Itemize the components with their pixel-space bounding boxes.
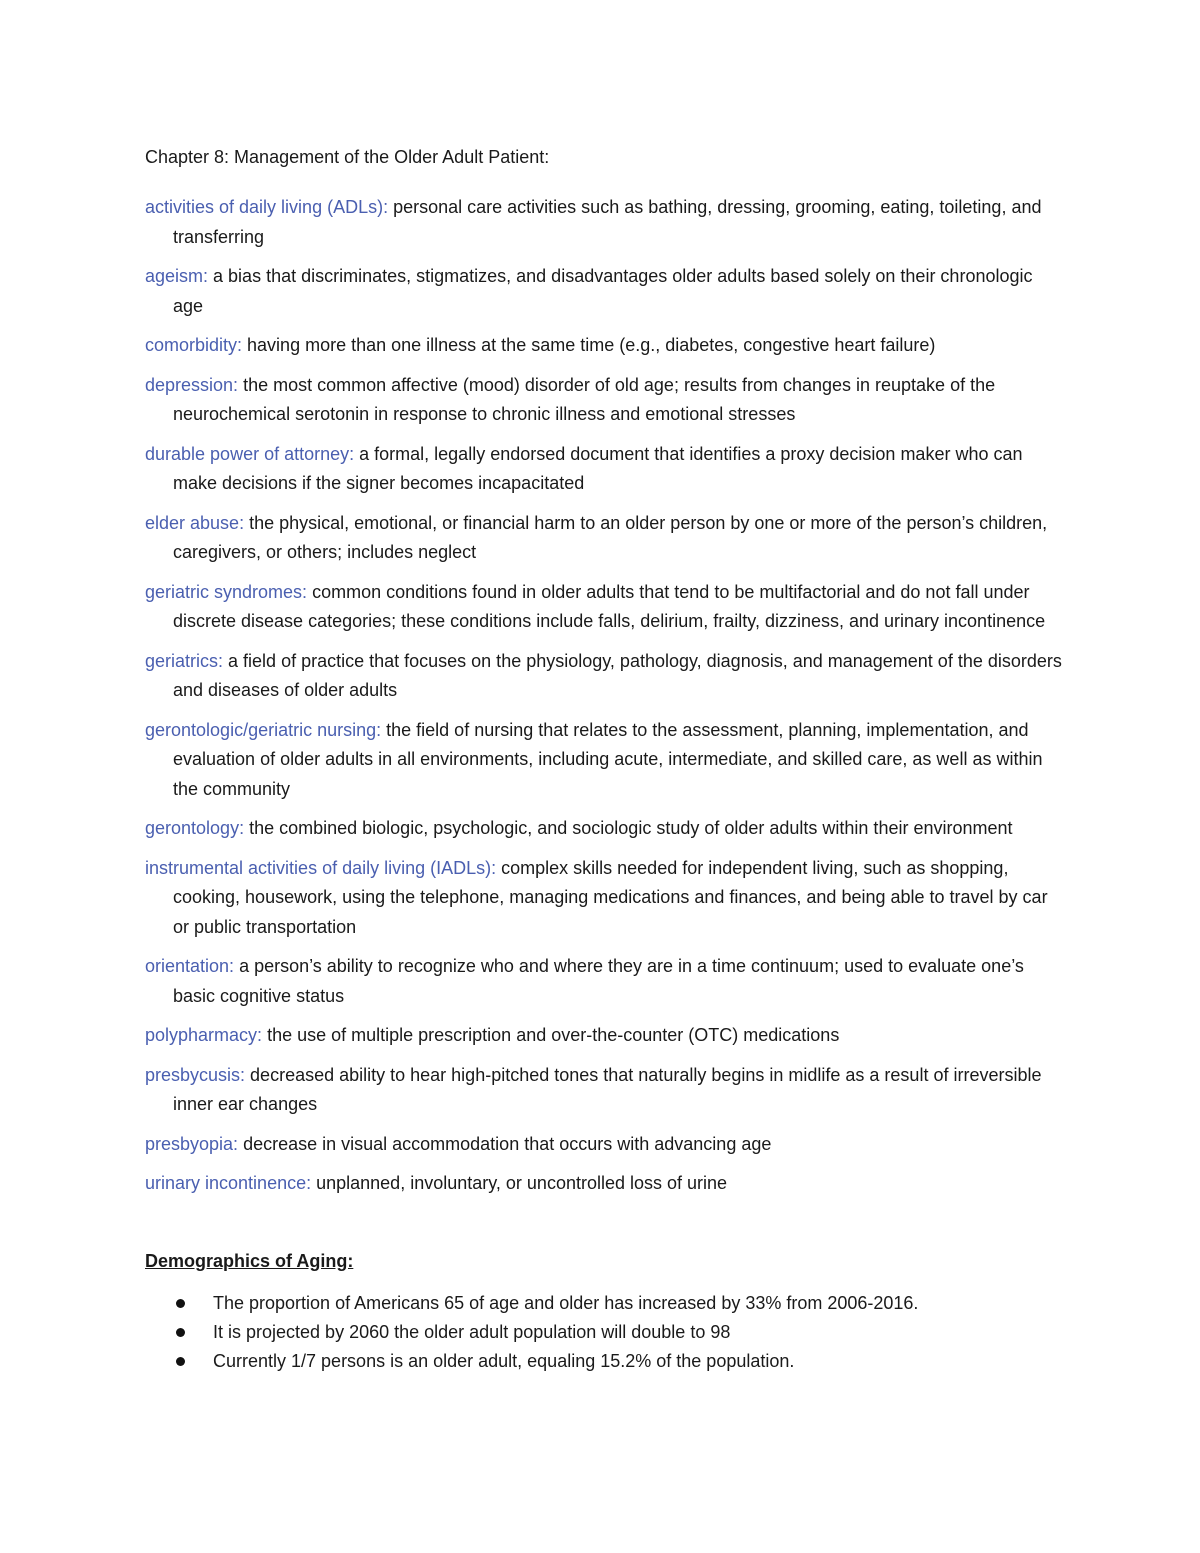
glossary-entry: [145, 371, 1065, 430]
glossary-entry: [145, 331, 1065, 361]
glossary-term: comorbidity:: [145, 335, 243, 355]
glossary-term: geriatric syndromes:: [145, 581, 308, 602]
glossary-term: gerontology:: [145, 818, 245, 838]
glossary-entry: [145, 578, 1065, 637]
glossary-term: depression:: [145, 374, 239, 395]
glossary-definition: the field of nursing that relates to the assessment, planning, implementation, and evaluation of older adults in all environments, including acute, intermediate, and skilled care, as well as within the community: [173, 719, 1043, 799]
glossary-term: polypharmacy:: [145, 1025, 263, 1045]
glossary-entry: [145, 647, 1065, 706]
glossary-entry: [145, 952, 1065, 1011]
glossary-definition: having more than one illness at the same time (e.g., diabetes, congestive heart failure): [242, 335, 936, 355]
glossary-definition: a field of practice that focuses on the physiology, pathology, diagnosis, and management of the disorders and diseases of older adults: [173, 650, 1062, 700]
bullet-icon: [176, 1328, 185, 1337]
glossary-term: orientation:: [145, 956, 235, 976]
glossary-list: [145, 193, 1065, 1199]
bullet-icon: [176, 1357, 185, 1366]
glossary-definition: personal care activities such as bathing, dressing, grooming, eating, toileting, and transferring: [173, 197, 1042, 247]
chapter-title: Chapter 8: Management of the Older Adult Patient:: [145, 147, 550, 167]
glossary-entry: [145, 814, 1065, 844]
glossary-definition: a bias that discriminates, stigmatizes, and disadvantages older adults based solely on their chronologic age: [173, 266, 1033, 316]
glossary-definition: unplanned, involuntary, or uncontrolled loss of urine: [311, 1173, 728, 1193]
glossary-entry: [145, 1130, 1065, 1160]
glossary-definition: a person’s ability to recognize who and where they are in a time continuum; used to evaluate one’s basic cognitive status: [173, 956, 1024, 1006]
glossary-entry: [145, 716, 1065, 805]
glossary-entry: [145, 440, 1065, 499]
glossary-definition: complex skills needed for independent living, such as shopping, cooking, housework, using the telephone, managing medications and finances, and being able to travel by car or public transportation: [173, 857, 1048, 937]
glossary-term: ageism:: [145, 266, 209, 286]
glossary-definition: decrease in visual accommodation that occurs with advancing age: [238, 1133, 772, 1154]
demographics-list: [145, 1289, 1065, 1376]
glossary-term: activities of daily living (ADLs):: [145, 197, 389, 217]
glossary-term: instrumental activities of daily living (IADLs):: [145, 857, 497, 878]
list-item-text: The proportion of Americans 65 of age and older has increased by 33% from 2006-2016.: [213, 1292, 919, 1313]
glossary-entry: [145, 509, 1065, 568]
glossary-definition: the use of multiple prescription and over-the-counter (OTC) medications: [262, 1025, 840, 1045]
page-content: [145, 143, 1065, 1376]
glossary-definition: common conditions found in older adults that tend to be multifactorial and do not fall under discrete disease categories; these conditions include falls, delirium, frailty, dizziness, and urinary incontinence: [173, 581, 1046, 631]
glossary-entry: [145, 1021, 1065, 1051]
demographics-heading: Demographics of Aging:: [145, 1250, 354, 1271]
glossary-term: geriatrics:: [145, 650, 224, 671]
glossary-term: urinary incontinence:: [145, 1173, 312, 1193]
glossary-definition: the combined biologic, psychologic, and sociologic study of older adults within their environment: [244, 818, 1013, 838]
bullet-icon: [176, 1299, 185, 1308]
list-item: [173, 1289, 1065, 1318]
glossary-entry: [145, 262, 1065, 321]
glossary-entry: [145, 193, 1065, 252]
glossary-entry: [145, 1169, 1065, 1199]
glossary-definition: the most common affective (mood) disorder of old age; results from changes in reuptake of the neurochemical serotonin in response to chronic illness and emotional stresses: [173, 374, 996, 424]
glossary-term: elder abuse:: [145, 512, 245, 533]
list-item: [173, 1318, 1065, 1347]
list-item-text: Currently 1/7 persons is an older adult, equaling 15.2% of the population.: [213, 1350, 795, 1371]
glossary-term: durable power of attorney:: [145, 443, 355, 464]
glossary-definition: the physical, emotional, or financial harm to an older person by one or more of the person’s children, caregivers, or others; includes neglect: [173, 512, 1048, 562]
glossary-term: presbyopia:: [145, 1133, 239, 1154]
glossary-entry: [145, 854, 1065, 943]
glossary-definition: a formal, legally endorsed document that identifies a proxy decision maker who can make decisions if the signer becomes incapacitated: [173, 443, 1023, 493]
glossary-term: gerontologic/geriatric nursing:: [145, 719, 382, 740]
list-item: [173, 1347, 1065, 1376]
glossary-term: presbycusis:: [145, 1064, 246, 1085]
list-item-text: It is projected by 2060 the older adult population will double to 98: [213, 1321, 731, 1342]
glossary-entry: [145, 1061, 1065, 1120]
glossary-definition: decreased ability to hear high-pitched tones that naturally begins in midlife as a result of irreversible inner ear changes: [173, 1064, 1042, 1114]
